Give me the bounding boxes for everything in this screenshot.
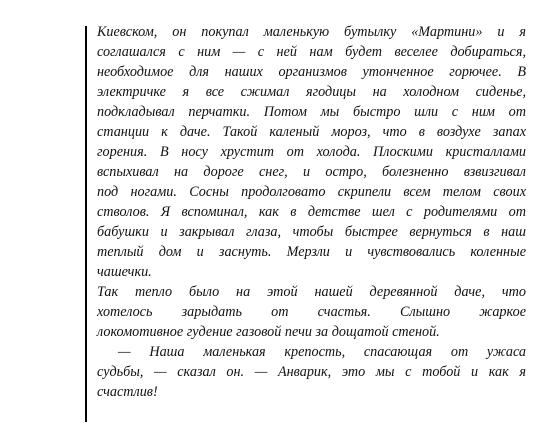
text-line: бабушки и закрывал глаза, чтобы быстрее вернуться в наш — [97, 224, 526, 240]
paragraph — [97, 342, 526, 402]
text-line: электричке я все сжимал ягодицы на холодном сиденье, — [97, 84, 526, 100]
text-line: счастлив! — [97, 384, 158, 400]
text-line: хотелось зарыдать от счастья. Слышно жаркое — [97, 304, 526, 320]
text-line: под ногами. Сосны продолговато скрипели всем телом своих — [97, 184, 526, 200]
text-line: горения. В носу хрустит от холода. Плоскими кристаллами — [97, 144, 526, 160]
text-line: — Наша маленькая крепость, спасающая от ужаса — [118, 344, 526, 360]
text-line: подкладывал перчатки. Потом мы быстро шли с ним от — [97, 104, 526, 120]
text-line: Киевском, он покупал маленькую бутылку «Мартини» и я — [97, 24, 526, 40]
text-line: вспыхивал на дороге снег, и остро, болезненно взвизгивал — [97, 164, 526, 180]
text-line: локомотивное гудение газовой печи за дощатой стеной. — [97, 324, 440, 340]
text-line: станции к даче. Такой каленый мороз, что в воздухе запах — [97, 124, 526, 140]
text-line: чашечки. — [97, 264, 152, 280]
left-margin-rule — [85, 26, 87, 422]
paragraph — [97, 22, 526, 282]
text-line: стволов. Я вспоминал, как в детстве шел с родителями от — [97, 204, 526, 220]
text-line: соглашался с ним — с ней нам будет веселее добираться, — [97, 44, 526, 60]
text-line: судьбы, — сказал он. — Анварик, это мы с тобой и как я — [97, 364, 526, 380]
page-text — [97, 22, 526, 402]
text-line: теплый дом и заснуть. Мерзли и чувствовались коленные — [97, 244, 526, 260]
paragraph — [97, 282, 526, 342]
text-line: необходимое для наших организмов утонченное горючее. В — [97, 64, 526, 80]
text-line: Так тепло было на этой нашей деревянной даче, что — [97, 284, 526, 300]
